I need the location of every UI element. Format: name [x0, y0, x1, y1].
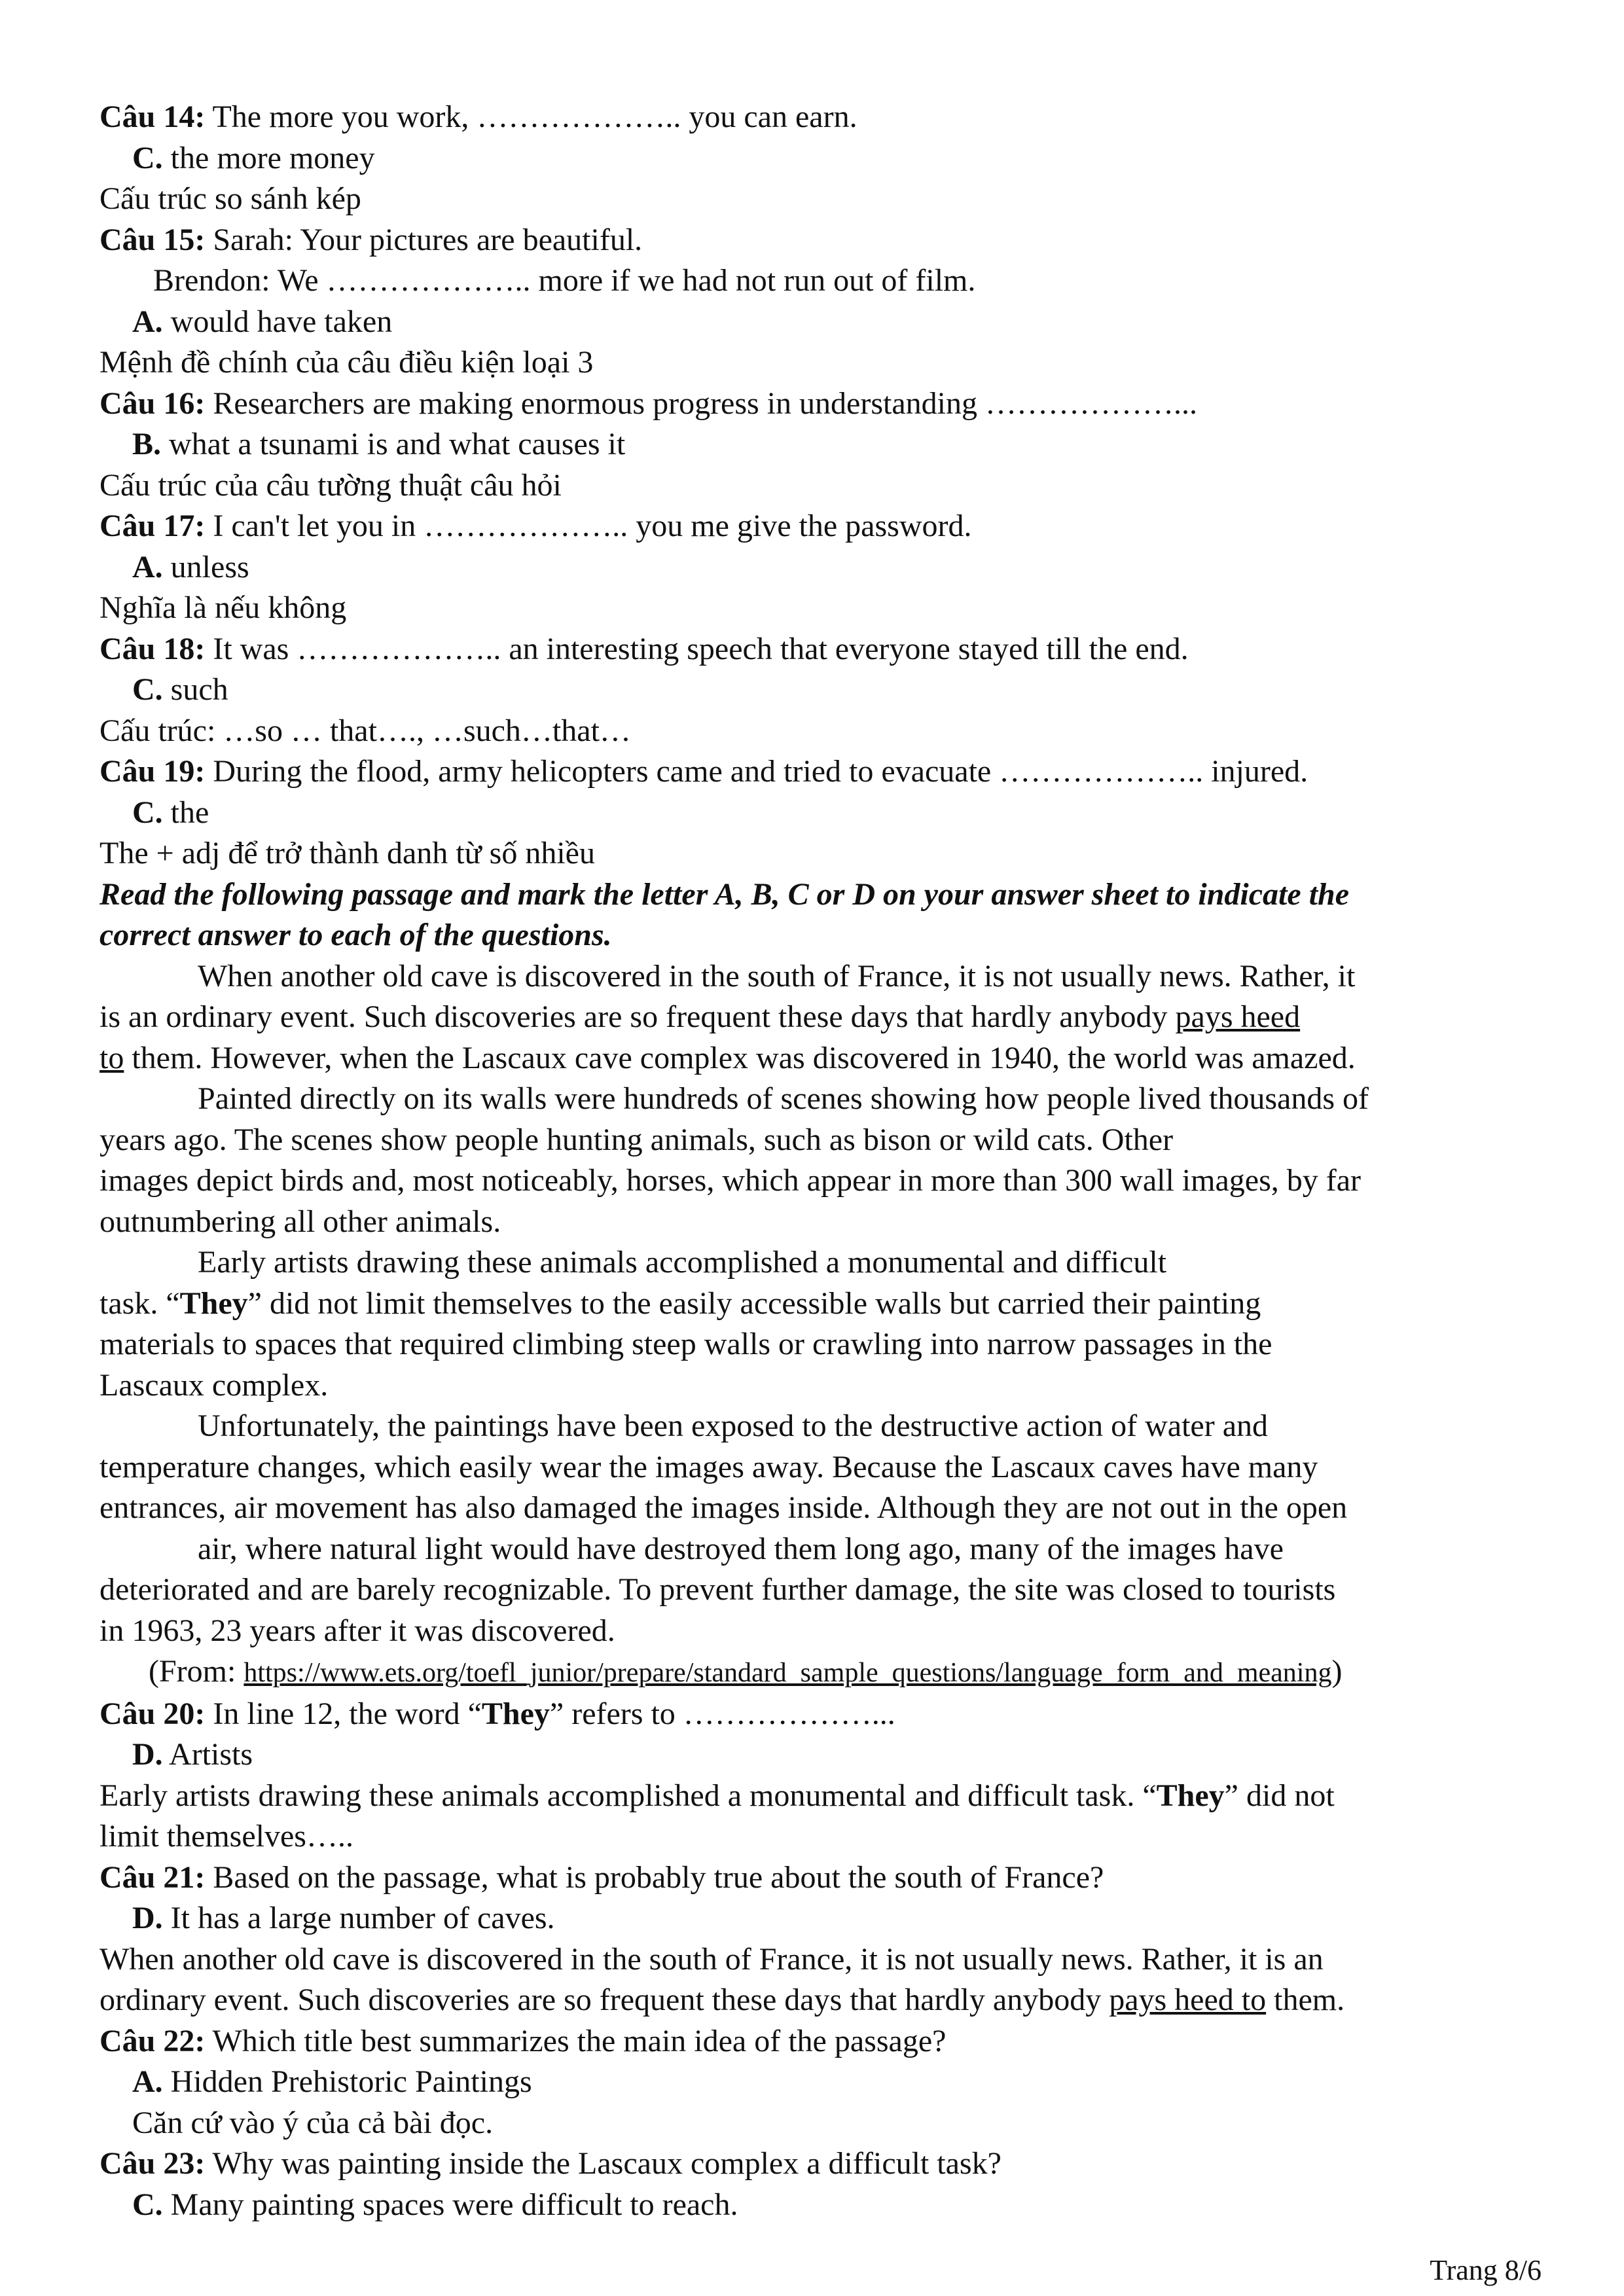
question-label: Câu 20: — [99, 1696, 206, 1731]
answer-text: would have taken — [162, 304, 393, 339]
question-14 — [99, 97, 1540, 138]
explanation-19: The + adj để trở thành danh từ số nhiều — [99, 836, 595, 870]
passage-line: materials to spaces that required climbing steep walls or crawling into narrow passages in the — [99, 1327, 1272, 1361]
answer-17 — [99, 547, 1540, 588]
passage-line: When another old cave is discovered in the south of France, it is not usually news. Rather, it — [198, 958, 1356, 994]
passage-line: air, where natural light would have destroyed them long ago, many of the images have — [198, 1531, 1284, 1566]
question-text: Researchers are making enormous progress in understanding ………………... — [205, 386, 1197, 421]
answer-14 — [99, 138, 1540, 179]
answer-20 — [99, 1734, 1540, 1776]
answer-text: unless — [162, 549, 249, 584]
question-label: Câu 23: — [99, 2146, 206, 2181]
answer-text: Artists — [162, 1737, 253, 1772]
question-label: Câu 16: — [99, 386, 206, 421]
passage-line: deteriorated and are barely recognizable. To prevent further damage, the site was closed to tourists — [99, 1572, 1336, 1607]
explanation-text: ” did not — [1224, 1778, 1335, 1813]
question-text: Based on the passage, what is probably true about the south of France? — [205, 1859, 1104, 1895]
answer-letter: C. — [132, 795, 163, 830]
source-suffix: ) — [1331, 1654, 1343, 1689]
passage-line: outnumbering all other animals. — [99, 1204, 501, 1239]
source-prefix: (From: — [149, 1654, 244, 1689]
question-20 — [99, 1694, 1540, 1735]
answer-text: such — [162, 672, 228, 707]
question-text: Which title best summarizes the main idea of the passage? — [205, 2023, 947, 2058]
question-15-line-2: Brendon: We ……………….. more if we had not run out of film. — [153, 263, 976, 298]
explanation-21: When another old cave is discovered in the south of France, it is not usually news. Rather, it is an — [99, 1941, 1324, 1977]
explanation-18: Cấu trúc: …so … that…., …such…that… — [99, 713, 631, 748]
question-text: Why was painting inside the Lascaux complex a difficult task? — [205, 2146, 1001, 2181]
question-label: Câu 22: — [99, 2023, 206, 2058]
answer-text: Many painting spaces were difficult to reach. — [162, 2187, 738, 2222]
document-page — [99, 97, 1540, 2225]
reading-instruction-line-1: Read the following passage and mark the letter A, B, C or D on your answer sheet to indicate the — [99, 876, 1350, 912]
passage-line: temperature changes, which easily wear the images away. Because the Lascaux caves have many — [99, 1449, 1318, 1484]
question-label: Câu 18: — [99, 631, 206, 666]
answer-letter: A. — [132, 2064, 163, 2099]
passage-source — [99, 1651, 1540, 1694]
answer-23 — [99, 2185, 1540, 2226]
underlined-phrase: to — [99, 1040, 124, 1075]
underlined-phrase: pays heed — [1175, 999, 1301, 1034]
passage-line — [99, 1283, 1540, 1325]
passage-line: in 1963, 23 years after it was discovered. — [99, 1613, 615, 1648]
answer-text: It has a large number of caves. — [162, 1901, 555, 1935]
answer-letter: C. — [132, 140, 163, 175]
explanation-20-line-2: limit themselves….. — [99, 1819, 353, 1854]
passage-text: is an ordinary event. Such discoveries are so frequent these days that hardly anybody — [99, 999, 1176, 1034]
question-text: ” refers to ………………... — [549, 1696, 895, 1731]
explanation-text: ordinary event. Such discoveries are so frequent these days that hardly anybody — [99, 1982, 1110, 2017]
question-label: Câu 19: — [99, 754, 206, 789]
answer-15 — [99, 302, 1540, 343]
passage-line: entrances, air movement has also damaged the images inside. Although they are not out in the open — [99, 1490, 1348, 1525]
question-text: During the flood, army helicopters came and tried to evacuate ……………….. injured. — [205, 754, 1308, 789]
page-number: Trang 8/6 — [1430, 2254, 1542, 2286]
bold-word: They — [481, 1696, 550, 1731]
answer-22 — [99, 2062, 1540, 2103]
question-text: Sarah: Your pictures are beautiful. — [205, 222, 643, 257]
explanation-text: them. — [1266, 1982, 1345, 2017]
question-text: I can't let you in ……………….. you me give the password. — [205, 509, 972, 543]
passage-line — [99, 997, 1540, 1038]
question-label: Câu 15: — [99, 222, 206, 257]
question-22 — [99, 2021, 1540, 2062]
passage-line: years ago. The scenes show people hunting animals, such as bison or wild cats. Other — [99, 1122, 1174, 1157]
answer-letter: D. — [132, 1737, 163, 1772]
question-text: The more you work, ……………….. you can earn. — [205, 99, 857, 134]
explanation-text: Early artists drawing these animals accomplished a monumental and difficult task. “ — [99, 1778, 1157, 1813]
passage-text: ” did not limit themselves to the easily accessible walls but carried their painting — [247, 1285, 1261, 1321]
question-19 — [99, 751, 1540, 793]
question-label: Câu 21: — [99, 1859, 206, 1895]
source-link[interactable]: https://www.ets.org/toefl_junior/prepare/standard_sample_questions/language_form_and_meaning — [244, 1658, 1332, 1688]
question-17 — [99, 506, 1540, 547]
passage-text: them. However, when the Lascaux cave complex was discovered in 1940, the world was amazed. — [124, 1040, 1356, 1075]
question-21 — [99, 1857, 1540, 1899]
passage-line: Painted directly on its walls were hundreds of scenes showing how people lived thousands of — [198, 1081, 1369, 1116]
explanation-22: Căn cứ vào ý của cả bài đọc. — [132, 2105, 494, 2140]
question-text: In line 12, the word “ — [205, 1696, 482, 1731]
explanation-14: Cấu trúc so sánh kép — [99, 181, 361, 216]
passage-text: task. “ — [99, 1285, 180, 1321]
explanation-20 — [99, 1776, 1540, 1817]
answer-21 — [99, 1898, 1540, 1939]
question-23 — [99, 2144, 1540, 2185]
reading-instruction-line-2: correct answer to each of the questions. — [99, 918, 612, 952]
question-15 — [99, 220, 1540, 261]
answer-text: the more money — [162, 140, 375, 175]
question-16 — [99, 384, 1540, 425]
passage-line: Lascaux complex. — [99, 1367, 329, 1403]
answer-letter: A. — [132, 304, 163, 339]
question-label: Câu 17: — [99, 509, 206, 543]
answer-letter: D. — [132, 1901, 163, 1935]
explanation-21-line-2 — [99, 1980, 1540, 2021]
question-label: Câu 14: — [99, 99, 206, 134]
answer-letter: B. — [132, 427, 162, 461]
explanation-16: Cấu trúc của câu tường thuật câu hỏi — [99, 467, 562, 503]
answer-text: Hidden Prehistoric Paintings — [162, 2064, 532, 2099]
passage-line: Unfortunately, the paintings have been exposed to the destructive action of water and — [198, 1408, 1268, 1443]
answer-text: the — [162, 795, 209, 830]
answer-16 — [99, 424, 1540, 465]
answer-19 — [99, 793, 1540, 834]
answer-letter: C. — [132, 2187, 163, 2222]
question-18 — [99, 629, 1540, 670]
passage-line: images depict birds and, most noticeably, horses, which appear in more than 300 wall images, by far — [99, 1163, 1362, 1198]
passage-line — [99, 1038, 1540, 1079]
passage-line: Early artists drawing these animals accomplished a monumental and difficult — [198, 1245, 1167, 1280]
answer-18 — [99, 670, 1540, 711]
bold-word: They — [179, 1285, 248, 1321]
question-text: It was ……………….. an interesting speech that everyone stayed till the end. — [205, 631, 1189, 666]
explanation-17: Nghĩa là nếu không — [99, 590, 347, 625]
answer-text: what a tsunami is and what causes it — [161, 427, 626, 461]
answer-letter: C. — [132, 672, 163, 707]
underlined-phrase: pays heed to — [1109, 1982, 1267, 2017]
explanation-15: Mệnh đề chính của câu điều kiện loại 3 — [99, 345, 594, 380]
answer-letter: A. — [132, 549, 163, 584]
bold-word: They — [1156, 1778, 1225, 1813]
